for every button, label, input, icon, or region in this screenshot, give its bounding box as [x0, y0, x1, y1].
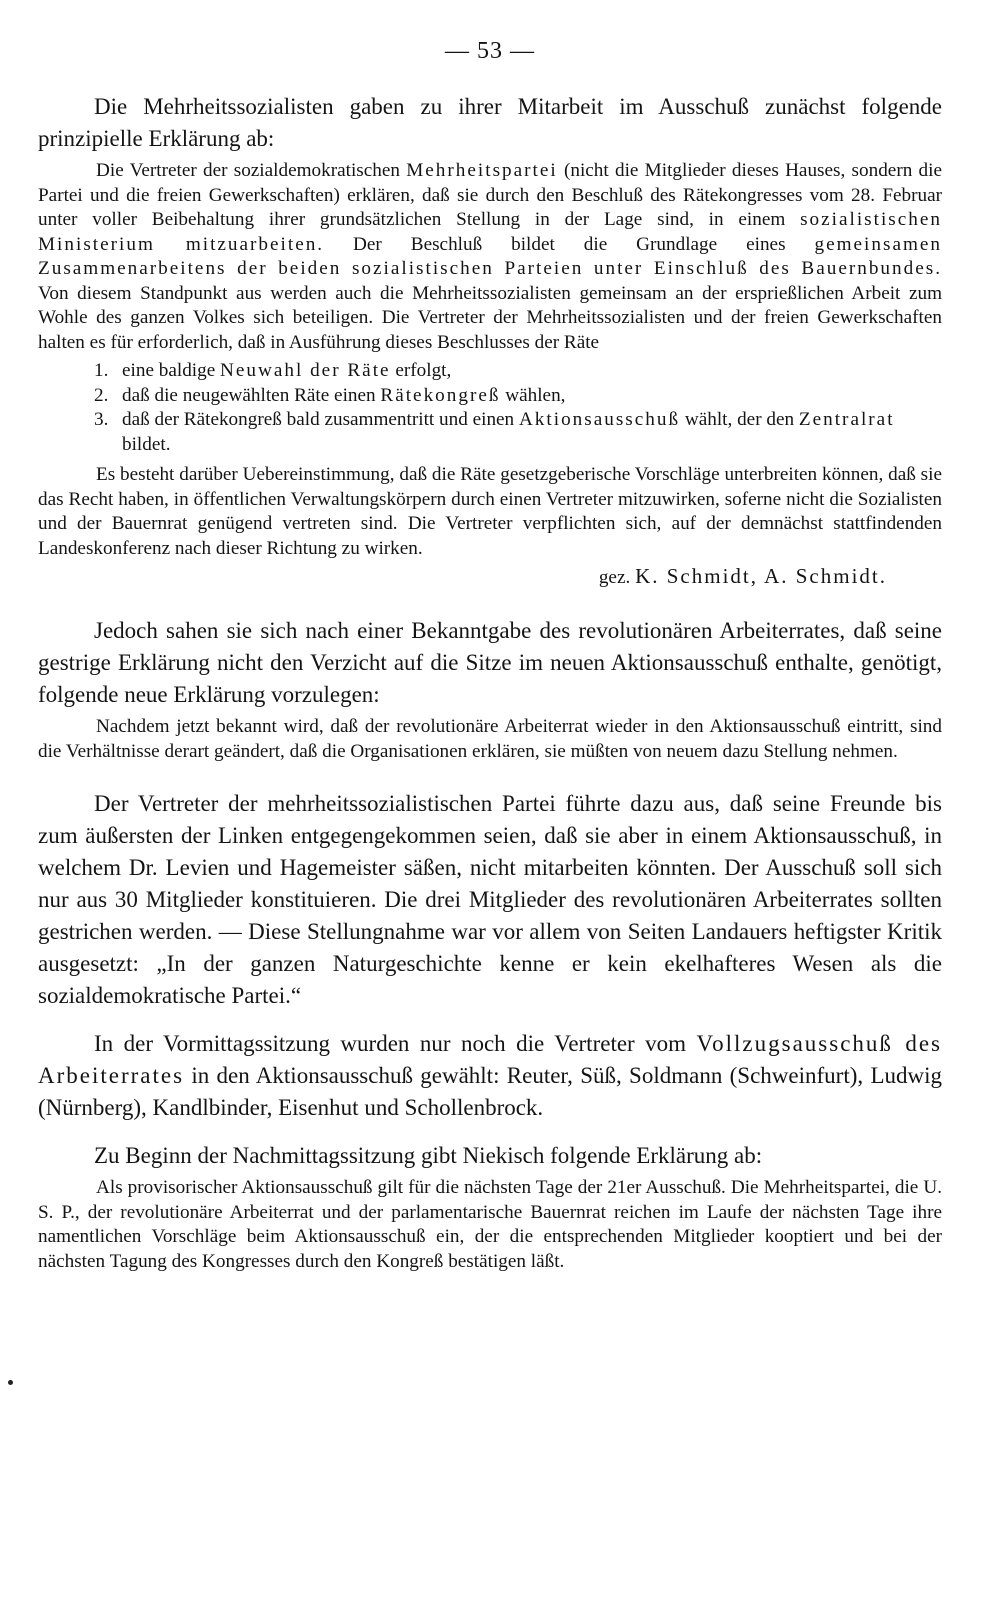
paragraph-morning-session	[38, 1028, 942, 1124]
list-text-part: erfolgt,	[390, 360, 452, 381]
emphasis-text: gemeinsamen Zusammenarbeitens der beiden sozialistischen Parteien unter Einschluß des Bauernbundes.	[38, 233, 942, 279]
paragraph-text: In der Vormittagssitzung wurden nur noch die Vertreter vom	[94, 1031, 697, 1056]
paragraph-text: in den Aktionsausschuß gewählt: Reuter, Süß, Soldmann (Schweinfurt), Ludwig (Nürnberg), Kandlbinder, Eisenhut und Schollenbrock.	[38, 1063, 942, 1120]
quote-provisional-committee: Als provisorischer Aktionsausschuß gilt für die nächsten Tage der 21er Ausschuß. Die Mehrheitspartei, die U. S. P., der revolutionäre Arbeiterrat und der parlamentarische Bauernrat reichen im Laufe der nächsten Tage ihre namentlichen Vorschläge beim Aktionsausschuß ein, der die entsprechenden Mitglieder kooptiert und bei der nächsten Tagung des Kongresses durch den Kongreß bestätigen läßt.	[38, 1177, 942, 1272]
list-number: 1.	[94, 360, 109, 381]
list-text	[122, 384, 942, 409]
emphasis-text: Zentralrat	[798, 409, 895, 430]
quote-text: Von diesem Standpunkt aus werden auch die Mehrheitssozialisten gemeinsam an der ersprießlichen Arbeit zum Wohle des ganzen Volkes sich beteiligen. Die Vertreter der Mehrheitssozialisten und der freien Gewerkschaften halten es für erforderlich, daß in Ausführung dieses Beschlusses der Räte	[38, 282, 942, 353]
list-text-part: bildet.	[122, 433, 171, 455]
list-text	[122, 408, 942, 457]
signature-line	[38, 563, 942, 591]
quote-text: Die Vertreter der sozialdemokratischen	[96, 160, 407, 181]
paragraph-representative: Der Vertreter der mehrheitssozialistischen Partei führte dazu aus, daß seine Freunde bis zum äußersten der Linken entgegengekommen seien, daß sie aber in einem Aktionsausschuß, in welchem Dr. Levien und Hagemeister säßen, nicht mitarbeiten könnten. Der Ausschuß soll sich nur aus 30 Mitglieder konstituieren. Die drei Mitglieder des revolutionären Arbeiterrates sollten gestrichen werden. — Diese Stellungnahme war vor allem von Seiten Landauers heftigster Kritik ausgesetzt: „In der ganzen Naturgeschichte kenne er kein ekelhafteres Wesen als die sozialdemokratische Partei.“	[38, 791, 942, 1008]
list-text-part: daß die neugewählten Räte einen	[122, 384, 381, 406]
margin-mark	[8, 1380, 13, 1385]
list-number: 2.	[94, 384, 109, 406]
emphasis-text: Vollzugsausschuß des Arbeiterrates	[38, 1031, 943, 1088]
quote-declaration	[38, 159, 942, 355]
list-item	[94, 408, 942, 457]
emphasis-text: Neuwahl der Räte	[220, 360, 391, 381]
list-text-part: daß der Rätekongreß bald zusammentritt und einen	[122, 409, 519, 430]
emphasis-text: Mehrheitspartei	[406, 160, 558, 181]
quote-new-declaration: Nachdem jetzt bekannt wird, daß der revolutionäre Arbeiterrat wieder in den Aktionsausschuß eintritt, sind die Verhältnisse derart geändert, daß die Organisationen erklären, sie müßten von neuem dazu Stellung nehmen.	[38, 716, 942, 762]
demands-list	[38, 359, 942, 457]
emphasis-text: sozialistischen Ministerium mitzuarbeiten.	[38, 209, 942, 255]
emphasis-text: Rätekongreß	[380, 384, 501, 406]
list-item	[94, 359, 942, 384]
signature-names: K. Schmidt, A. Schmidt.	[635, 564, 887, 588]
list-text-part: eine baldige	[122, 360, 221, 381]
signature-prefix: gez.	[598, 567, 631, 588]
list-item	[94, 384, 942, 409]
quote-agreement: Es besteht darüber Uebereinstimmung, daß die Räte gesetzgeberische Vorschläge unterbreiten können, daß sie das Recht haben, in öffentlichen Verwaltungskörpern durch einen Vertreter mitzuwirken, soferne nicht die Sozialisten und der Bauernrat genügend vertreten sind. Die Vertreter verpflichten sich, auf der demnächst stattfindenden Landeskonferenz nach dieser Richtung zu wirken.	[38, 464, 942, 559]
emphasis-text: Aktionsausschuß	[518, 409, 681, 430]
quote-text: Der Beschluß bildet die Grundlage eines	[324, 233, 815, 255]
page-number: — 53 —	[445, 38, 535, 64]
document-page	[38, 38, 942, 1274]
list-text	[122, 359, 942, 384]
list-number: 3.	[94, 409, 109, 430]
paragraph-intro: Die Mehrheitssozialisten gaben zu ihrer Mitarbeit im Ausschuß zunächst folgende prinzipielle Erklärung ab:	[38, 94, 942, 151]
list-text-part: wählt, der den	[680, 409, 799, 430]
quote-text: (nicht die Mitglieder dieses Hauses, sondern die Partei und die freien Gewerkschaften) erklären, daß sie durch den Beschluß des Rätekongresses vom 28. Februar unter voller Beibehaltung ihrer grundsätzlichen Stellung in der Lage sind, in einem	[38, 160, 942, 230]
paragraph-afternoon-session: Zu Beginn der Nachmittagssitzung gibt Niekisch folgende Erklärung ab:	[94, 1143, 763, 1168]
paragraph-however: Jedoch sahen sie sich nach einer Bekanntgabe des revolutionären Arbeiterrates, daß seine gestrige Erklärung nicht den Verzicht auf die Sitze im neuen Aktionsausschuß enthalte, genötigt, folgende neue Erklärung vorzulegen:	[38, 618, 942, 707]
list-text-part: wählen,	[500, 384, 566, 406]
